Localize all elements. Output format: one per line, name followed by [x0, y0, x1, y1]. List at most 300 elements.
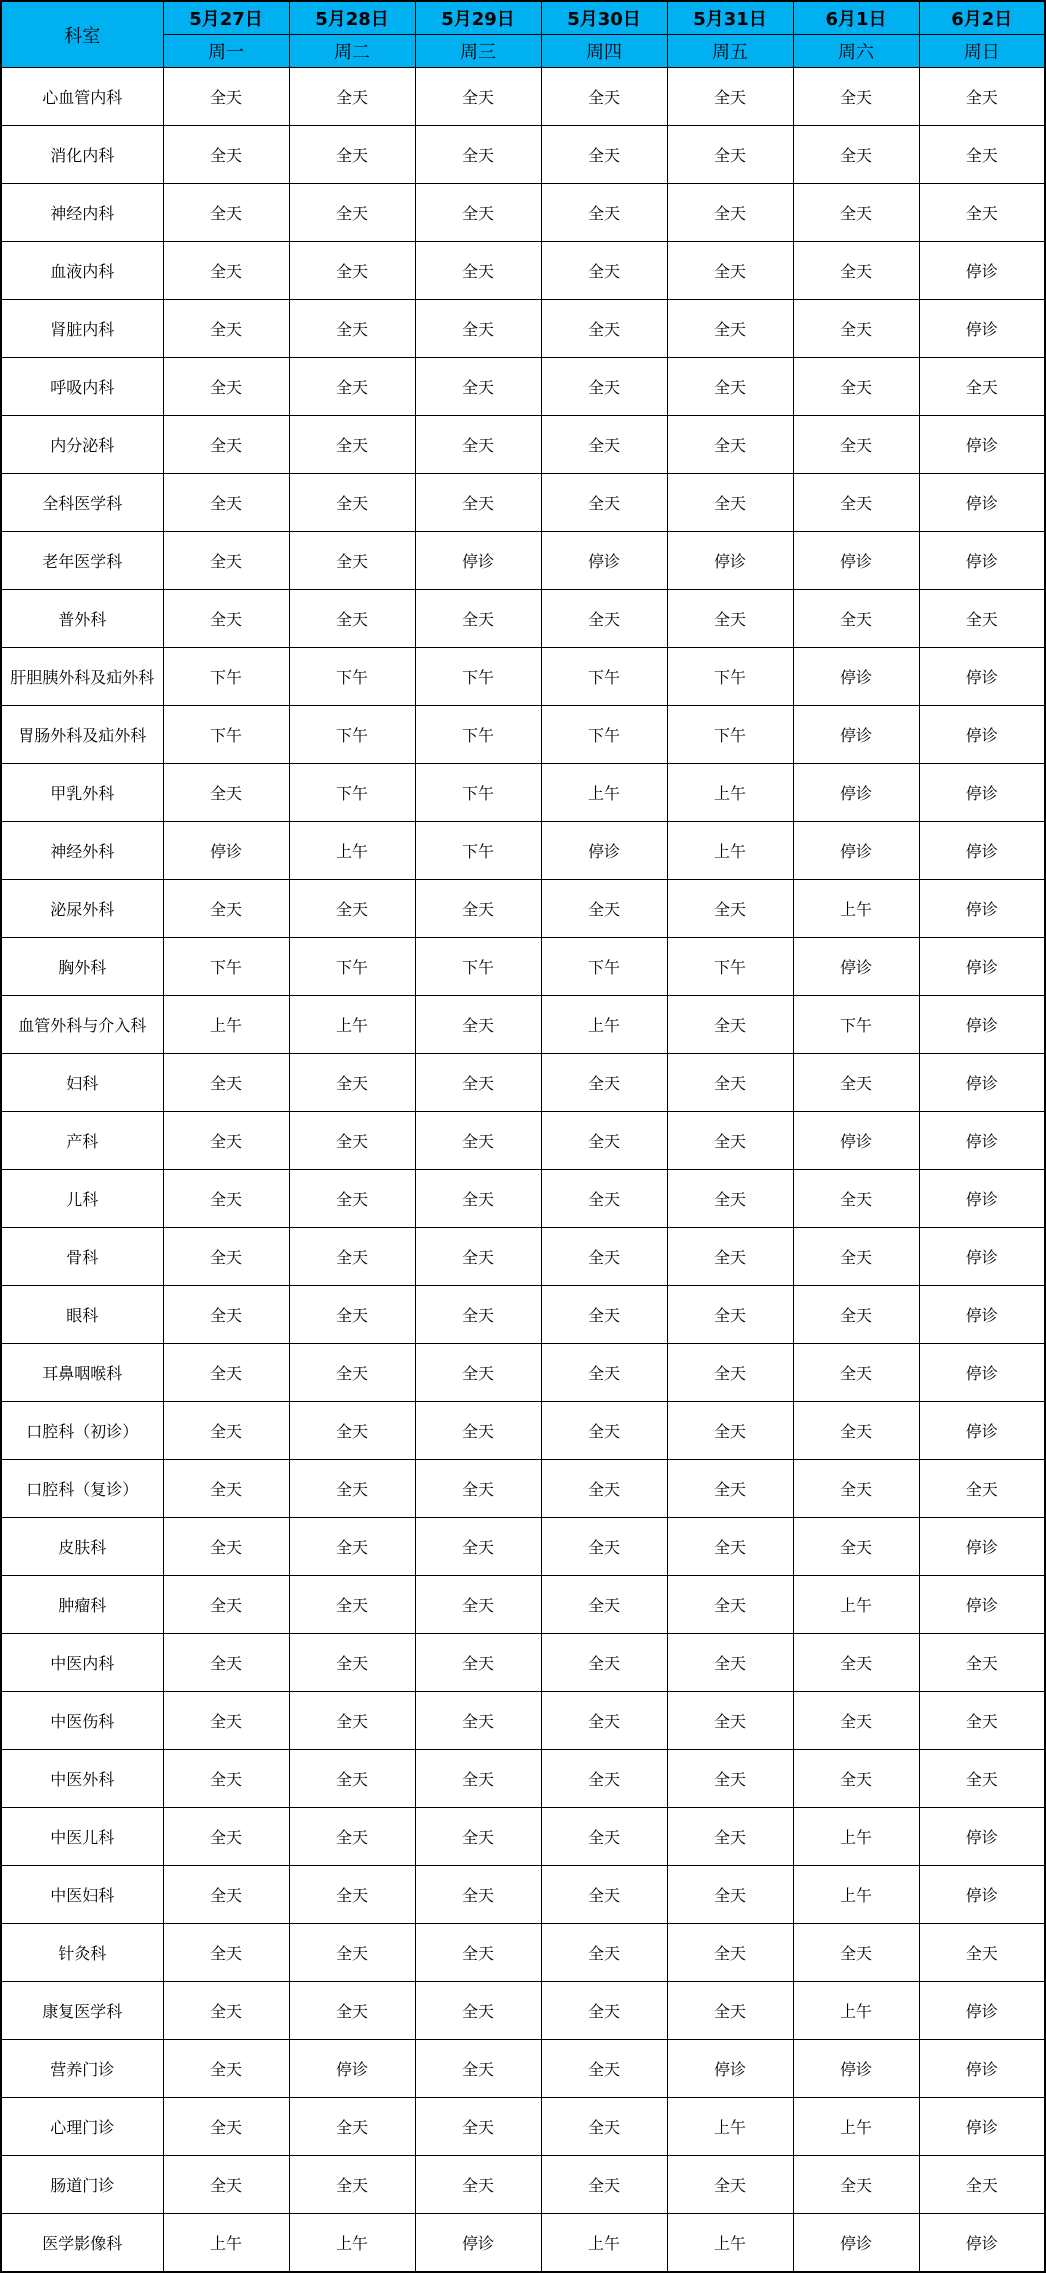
schedule-cell: 全天: [541, 1982, 667, 2040]
schedule-cell: 全天: [919, 1460, 1045, 1518]
dept-name-cell: 心血管内科: [1, 68, 163, 126]
dept-name-cell: 中医外科: [1, 1750, 163, 1808]
date-header: 5月28日: [289, 1, 415, 35]
schedule-cell: 上午: [541, 2214, 667, 2273]
schedule-cell: 停诊: [919, 938, 1045, 996]
schedule-cell: 全天: [289, 1228, 415, 1286]
dept-name-cell: 耳鼻咽喉科: [1, 1344, 163, 1402]
schedule-cell: 全天: [163, 1286, 289, 1344]
schedule-cell: 全天: [667, 1924, 793, 1982]
schedule-cell: 全天: [415, 1054, 541, 1112]
schedule-cell: 全天: [163, 1170, 289, 1228]
schedule-cell: 全天: [163, 300, 289, 358]
dept-name-cell: 血管外科与介入科: [1, 996, 163, 1054]
weekday-header: 周四: [541, 35, 667, 68]
schedule-cell: 全天: [667, 184, 793, 242]
schedule-cell: 停诊: [919, 1170, 1045, 1228]
schedule-cell: 全天: [541, 1634, 667, 1692]
schedule-cell: 全天: [289, 1866, 415, 1924]
schedule-cell: 全天: [163, 532, 289, 590]
schedule-cell: 下午: [793, 996, 919, 1054]
table-row: [1, 1924, 1045, 1982]
schedule-cell: 全天: [289, 1460, 415, 1518]
dept-name-cell: 康复医学科: [1, 1982, 163, 2040]
schedule-cell: 全天: [667, 1518, 793, 1576]
schedule-cell: 停诊: [919, 1808, 1045, 1866]
dept-name-cell: 中医妇科: [1, 1866, 163, 1924]
schedule-cell: 全天: [415, 1112, 541, 1170]
table-row: [1, 474, 1045, 532]
schedule-cell: 全天: [163, 1054, 289, 1112]
weekday-header: 周三: [415, 35, 541, 68]
schedule-cell: 全天: [541, 126, 667, 184]
table-row: [1, 2098, 1045, 2156]
schedule-cell: 停诊: [919, 1982, 1045, 2040]
schedule-cell: 上午: [289, 2214, 415, 2273]
weekday-header: 周一: [163, 35, 289, 68]
schedule-cell: 全天: [163, 126, 289, 184]
schedule-cell: 全天: [667, 242, 793, 300]
table-row: [1, 1112, 1045, 1170]
schedule-cell: 全天: [289, 1692, 415, 1750]
schedule-cell: 停诊: [793, 822, 919, 880]
dept-name-cell: 中医儿科: [1, 1808, 163, 1866]
schedule-cell: 下午: [289, 706, 415, 764]
table-row: [1, 1460, 1045, 1518]
schedule-cell: 全天: [289, 68, 415, 126]
weekday-header: 周六: [793, 35, 919, 68]
schedule-cell: 停诊: [919, 532, 1045, 590]
schedule-cell: 停诊: [919, 1286, 1045, 1344]
schedule-cell: 全天: [289, 1518, 415, 1576]
dept-name-cell: 针灸科: [1, 1924, 163, 1982]
schedule-cell: 下午: [415, 648, 541, 706]
schedule-cell: 全天: [919, 1692, 1045, 1750]
schedule-cell: 停诊: [919, 300, 1045, 358]
schedule-cell: 全天: [667, 2156, 793, 2214]
schedule-cell: 全天: [415, 1460, 541, 1518]
schedule-cell: 全天: [541, 300, 667, 358]
schedule-cell: 全天: [163, 1634, 289, 1692]
schedule-cell: 全天: [289, 1344, 415, 1402]
schedule-cell: 上午: [793, 1808, 919, 1866]
schedule-cell: 全天: [163, 358, 289, 416]
schedule-cell: 全天: [163, 184, 289, 242]
schedule-cell: 全天: [541, 1228, 667, 1286]
date-header-row: [1, 1, 1045, 35]
dept-column-header: 科室: [1, 1, 163, 68]
schedule-cell: 全天: [163, 1228, 289, 1286]
schedule-cell: 下午: [541, 938, 667, 996]
table-row: [1, 822, 1045, 880]
table-row: [1, 242, 1045, 300]
dept-name-cell: 肾脏内科: [1, 300, 163, 358]
table-row: [1, 1518, 1045, 1576]
dept-name-cell: 呼吸内科: [1, 358, 163, 416]
dept-name-cell: 神经外科: [1, 822, 163, 880]
schedule-cell: 上午: [793, 1576, 919, 1634]
schedule-cell: 停诊: [289, 2040, 415, 2098]
schedule-cell: 全天: [667, 1982, 793, 2040]
date-header: 6月2日: [919, 1, 1045, 35]
schedule-cell: 全天: [163, 764, 289, 822]
schedule-cell: 全天: [415, 1344, 541, 1402]
schedule-cell: 全天: [793, 358, 919, 416]
schedule-cell: 全天: [415, 68, 541, 126]
schedule-cell: 全天: [541, 1518, 667, 1576]
schedule-cell: 上午: [163, 2214, 289, 2273]
table-row: [1, 1170, 1045, 1228]
schedule-cell: 上午: [793, 1866, 919, 1924]
schedule-cell: 停诊: [919, 1576, 1045, 1634]
dept-name-cell: 肿瘤科: [1, 1576, 163, 1634]
schedule-cell: 全天: [541, 1402, 667, 1460]
schedule-cell: 全天: [667, 300, 793, 358]
dept-name-cell: 老年医学科: [1, 532, 163, 590]
schedule-cell: 全天: [289, 2156, 415, 2214]
schedule-cell: 上午: [667, 764, 793, 822]
schedule-cell: 下午: [163, 938, 289, 996]
table-row: [1, 996, 1045, 1054]
schedule-cell: 停诊: [793, 2040, 919, 2098]
schedule-cell: 全天: [289, 2098, 415, 2156]
schedule-cell: 全天: [415, 300, 541, 358]
table-row: [1, 1286, 1045, 1344]
dept-name-cell: 全科医学科: [1, 474, 163, 532]
table-row: [1, 648, 1045, 706]
schedule-cell: 全天: [289, 532, 415, 590]
schedule-cell: 全天: [667, 416, 793, 474]
schedule-cell: 全天: [793, 1634, 919, 1692]
dept-name-cell: 肝胆胰外科及疝外科: [1, 648, 163, 706]
schedule-cell: 全天: [919, 2156, 1045, 2214]
schedule-cell: 全天: [919, 1750, 1045, 1808]
schedule-cell: 全天: [793, 1054, 919, 1112]
table-row: [1, 1750, 1045, 1808]
schedule-cell: 下午: [289, 764, 415, 822]
schedule-cell: 全天: [667, 1866, 793, 1924]
schedule-cell: 全天: [163, 1460, 289, 1518]
schedule-cell: 全天: [667, 1344, 793, 1402]
dept-name-cell: 产科: [1, 1112, 163, 1170]
schedule-cell: 下午: [415, 706, 541, 764]
schedule-cell: 全天: [289, 1634, 415, 1692]
dept-name-cell: 心理门诊: [1, 2098, 163, 2156]
schedule-cell: 全天: [289, 1808, 415, 1866]
schedule-cell: 全天: [793, 590, 919, 648]
schedule-cell: 全天: [667, 1286, 793, 1344]
schedule-cell: 全天: [415, 1402, 541, 1460]
schedule-cell: 全天: [541, 2040, 667, 2098]
schedule-cell: 全天: [163, 1692, 289, 1750]
dept-name-cell: 消化内科: [1, 126, 163, 184]
schedule-cell: 全天: [415, 242, 541, 300]
schedule-cell: 全天: [541, 1460, 667, 1518]
schedule-cell: 全天: [793, 1344, 919, 1402]
schedule-cell: 停诊: [919, 2214, 1045, 2273]
schedule-cell: 下午: [415, 822, 541, 880]
dept-name-cell: 皮肤科: [1, 1518, 163, 1576]
schedule-cell: 全天: [667, 1228, 793, 1286]
schedule-cell: 全天: [541, 68, 667, 126]
schedule-cell: 全天: [163, 1112, 289, 1170]
schedule-cell: 下午: [415, 764, 541, 822]
schedule-cell: 全天: [163, 1518, 289, 1576]
schedule-cell: 全天: [415, 126, 541, 184]
schedule-cell: 全天: [541, 590, 667, 648]
schedule-cell: 全天: [289, 126, 415, 184]
weekday-header: 周日: [919, 35, 1045, 68]
schedule-cell: 下午: [667, 938, 793, 996]
schedule-cell: 停诊: [919, 996, 1045, 1054]
schedule-cell: 全天: [541, 1286, 667, 1344]
schedule-cell: 全天: [667, 474, 793, 532]
schedule-cell: 停诊: [919, 474, 1045, 532]
schedule-cell: 全天: [289, 416, 415, 474]
schedule-cell: 全天: [793, 474, 919, 532]
schedule-cell: 上午: [289, 996, 415, 1054]
schedule-cell: 停诊: [919, 1228, 1045, 1286]
schedule-cell: 全天: [415, 1982, 541, 2040]
schedule-cell: 全天: [415, 1576, 541, 1634]
table-row: [1, 1808, 1045, 1866]
schedule-cell: 全天: [793, 242, 919, 300]
table-row: [1, 590, 1045, 648]
table-header: [1, 1, 1045, 68]
schedule-cell: 全天: [415, 1286, 541, 1344]
schedule-cell: 停诊: [793, 2214, 919, 2273]
schedule-cell: 全天: [667, 126, 793, 184]
schedule-cell: 全天: [667, 1054, 793, 1112]
table-row: [1, 1982, 1045, 2040]
table-row: [1, 532, 1045, 590]
schedule-cell: 全天: [163, 1982, 289, 2040]
table-row: [1, 706, 1045, 764]
schedule-cell: 全天: [415, 996, 541, 1054]
schedule-cell: 全天: [289, 1576, 415, 1634]
schedule-cell: 停诊: [793, 706, 919, 764]
schedule-cell: 全天: [793, 1924, 919, 1982]
dept-name-cell: 中医伤科: [1, 1692, 163, 1750]
schedule-cell: 全天: [289, 1286, 415, 1344]
schedule-cell: 全天: [541, 1576, 667, 1634]
schedule-cell: 全天: [667, 358, 793, 416]
schedule-cell: 全天: [541, 1054, 667, 1112]
schedule-cell: 下午: [541, 648, 667, 706]
schedule-cell: 全天: [415, 358, 541, 416]
schedule-cell: 停诊: [541, 532, 667, 590]
schedule-cell: 全天: [541, 2098, 667, 2156]
schedule-cell: 全天: [289, 880, 415, 938]
schedule-cell: 停诊: [919, 706, 1045, 764]
schedule-cell: 上午: [793, 1982, 919, 2040]
schedule-cell: 上午: [289, 822, 415, 880]
schedule-cell: 全天: [541, 880, 667, 938]
dept-name-cell: 营养门诊: [1, 2040, 163, 2098]
schedule-cell: 上午: [667, 2098, 793, 2156]
schedule-cell: 全天: [667, 68, 793, 126]
schedule-cell: 全天: [793, 300, 919, 358]
table-row: [1, 880, 1045, 938]
schedule-cell: 全天: [289, 184, 415, 242]
schedule-cell: 上午: [667, 822, 793, 880]
table-body: [1, 68, 1045, 2273]
table-row: [1, 1402, 1045, 1460]
schedule-cell: 下午: [163, 648, 289, 706]
schedule-cell: 全天: [667, 1692, 793, 1750]
schedule-cell: 全天: [415, 184, 541, 242]
dept-name-cell: 普外科: [1, 590, 163, 648]
schedule-cell: 全天: [667, 1170, 793, 1228]
schedule-cell: 停诊: [793, 648, 919, 706]
schedule-cell: 上午: [793, 2098, 919, 2156]
schedule-cell: 全天: [163, 1576, 289, 1634]
schedule-cell: 全天: [793, 1518, 919, 1576]
schedule-cell: 停诊: [415, 2214, 541, 2273]
schedule-cell: 全天: [541, 1344, 667, 1402]
schedule-cell: 全天: [415, 590, 541, 648]
date-header: 5月31日: [667, 1, 793, 35]
schedule-cell: 下午: [415, 938, 541, 996]
table-row: [1, 938, 1045, 996]
schedule-cell: 全天: [415, 880, 541, 938]
schedule-cell: 全天: [541, 242, 667, 300]
schedule-cell: 全天: [793, 1286, 919, 1344]
schedule-cell: 全天: [793, 1692, 919, 1750]
schedule-cell: 全天: [289, 1054, 415, 1112]
schedule-cell: 全天: [415, 1170, 541, 1228]
table-row: [1, 1228, 1045, 1286]
schedule-cell: 全天: [163, 68, 289, 126]
schedule-cell: 上午: [163, 996, 289, 1054]
schedule-cell: 停诊: [541, 822, 667, 880]
schedule-cell: 全天: [289, 1750, 415, 1808]
schedule-cell: 全天: [415, 1866, 541, 1924]
schedule-cell: 上午: [541, 764, 667, 822]
schedule-cell: 全天: [163, 242, 289, 300]
schedule-cell: 全天: [163, 2156, 289, 2214]
schedule-cell: 全天: [919, 1634, 1045, 1692]
schedule-cell: 全天: [163, 1866, 289, 1924]
schedule-cell: 全天: [415, 1518, 541, 1576]
schedule-cell: 停诊: [919, 822, 1045, 880]
dept-name-cell: 骨科: [1, 1228, 163, 1286]
schedule-cell: 下午: [289, 938, 415, 996]
schedule-cell: 全天: [415, 1692, 541, 1750]
schedule-cell: 全天: [793, 1460, 919, 1518]
date-header: 5月30日: [541, 1, 667, 35]
dept-name-cell: 口腔科（复诊）: [1, 1460, 163, 1518]
schedule-cell: 全天: [541, 416, 667, 474]
schedule-cell: 停诊: [919, 1866, 1045, 1924]
schedule-cell: 全天: [415, 1634, 541, 1692]
schedule-cell: 全天: [541, 1112, 667, 1170]
schedule-cell: 全天: [163, 1924, 289, 1982]
schedule-cell: 全天: [163, 590, 289, 648]
table-row: [1, 358, 1045, 416]
table-row: [1, 184, 1045, 242]
dept-name-cell: 儿科: [1, 1170, 163, 1228]
schedule-cell: 全天: [667, 1402, 793, 1460]
dept-name-cell: 血液内科: [1, 242, 163, 300]
schedule-cell: 全天: [163, 2040, 289, 2098]
schedule-cell: 全天: [667, 1460, 793, 1518]
schedule-cell: 全天: [163, 1402, 289, 1460]
dept-name-cell: 胃肠外科及疝外科: [1, 706, 163, 764]
dept-name-cell: 泌尿外科: [1, 880, 163, 938]
schedule-cell: 全天: [793, 2156, 919, 2214]
schedule-cell: 下午: [541, 706, 667, 764]
schedule-cell: 全天: [289, 590, 415, 648]
schedule-cell: 全天: [289, 1982, 415, 2040]
schedule-cell: 全天: [541, 1808, 667, 1866]
schedule-cell: 全天: [289, 300, 415, 358]
schedule-cell: 全天: [289, 1170, 415, 1228]
schedule-cell: 全天: [541, 184, 667, 242]
schedule-cell: 上午: [667, 2214, 793, 2273]
schedule-cell: 全天: [415, 1228, 541, 1286]
schedule-cell: 全天: [919, 184, 1045, 242]
schedule-cell: 全天: [289, 358, 415, 416]
table-row: [1, 1344, 1045, 1402]
schedule-cell: 全天: [667, 1750, 793, 1808]
schedule-cell: 全天: [541, 1924, 667, 1982]
dept-name-cell: 中医内科: [1, 1634, 163, 1692]
table-row: [1, 2156, 1045, 2214]
schedule-cell: 全天: [163, 1344, 289, 1402]
table-row: [1, 764, 1045, 822]
schedule-cell: 全天: [541, 1170, 667, 1228]
schedule-cell: 全天: [289, 1924, 415, 1982]
schedule-cell: 停诊: [919, 880, 1045, 938]
dept-name-cell: 口腔科（初诊）: [1, 1402, 163, 1460]
schedule-cell: 下午: [289, 648, 415, 706]
schedule-cell: 全天: [289, 474, 415, 532]
weekday-header: 周二: [289, 35, 415, 68]
date-header: 6月1日: [793, 1, 919, 35]
schedule-cell: 全天: [793, 68, 919, 126]
schedule-cell: 停诊: [919, 1402, 1045, 1460]
date-header: 5月29日: [415, 1, 541, 35]
schedule-cell: 全天: [793, 1750, 919, 1808]
schedule-cell: 全天: [163, 474, 289, 532]
schedule-cell: 全天: [541, 1750, 667, 1808]
schedule-cell: 停诊: [919, 648, 1045, 706]
schedule-cell: 全天: [793, 1170, 919, 1228]
schedule-cell: 全天: [289, 1112, 415, 1170]
table-row: [1, 1054, 1045, 1112]
schedule-cell: 停诊: [415, 532, 541, 590]
table-row: [1, 2040, 1045, 2098]
date-header: 5月27日: [163, 1, 289, 35]
schedule-cell: 全天: [919, 68, 1045, 126]
schedule-cell: 下午: [667, 706, 793, 764]
schedule-cell: 上午: [793, 880, 919, 938]
schedule-cell: 全天: [163, 1750, 289, 1808]
table-row: [1, 1866, 1045, 1924]
schedule-cell: 全天: [415, 1924, 541, 1982]
dept-name-cell: 眼科: [1, 1286, 163, 1344]
schedule-cell: 停诊: [919, 2040, 1045, 2098]
schedule-cell: 全天: [541, 1866, 667, 1924]
schedule-cell: 全天: [793, 1228, 919, 1286]
schedule-cell: 停诊: [919, 242, 1045, 300]
schedule-cell: 停诊: [667, 532, 793, 590]
schedule-cell: 下午: [163, 706, 289, 764]
schedule-cell: 全天: [415, 2156, 541, 2214]
schedule-cell: 全天: [667, 1808, 793, 1866]
schedule-cell: 全天: [289, 1402, 415, 1460]
